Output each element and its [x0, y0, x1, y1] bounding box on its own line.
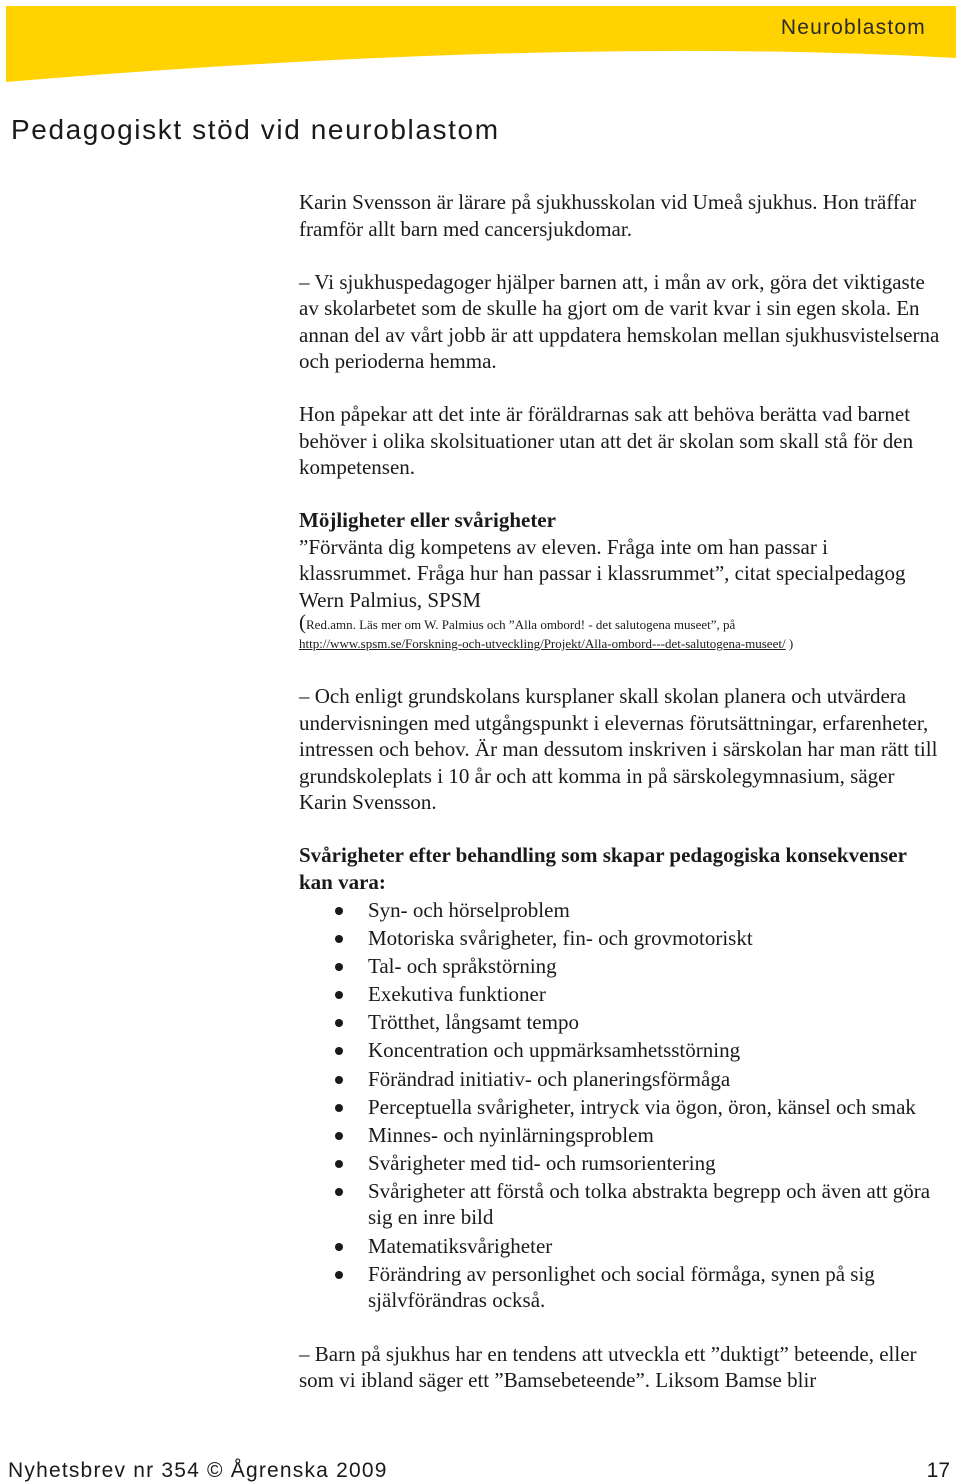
list-item-text: Koncentration och uppmärksamhetsstörning	[368, 1038, 741, 1063]
list-item-text: Tal- och språkstörning	[368, 954, 557, 979]
body-paragraph: – Barn på sjukhus har en tendens att utveckla ett ”duktigt” beteende, eller som vi ibland säger ett ”Bamsebeteende”. Liksom Bamse blir	[299, 1341, 917, 1393]
header-banner	[0, 0, 960, 84]
list-item-text: Svårigheter att förstå och tolka abstrakta begrepp och även att göra sig en inre bild	[368, 1178, 931, 1230]
footer-publication: Nyhetsbrev nr 354 © Ågrenska 2009	[8, 1459, 388, 1482]
banner-shape	[0, 0, 960, 84]
bullet-icon	[335, 1132, 343, 1140]
spsm-link[interactable]: http://www.spsm.se/Forskning-och-utveckling/Projekt/Alla-ombord---det-salutogena-museet/	[299, 636, 786, 651]
bullet-icon	[335, 935, 343, 943]
list-item-text: Förändring av personlighet och social förmåga, synen på sig självförändras också.	[368, 1261, 875, 1313]
quote-paragraph: – Vi sjukhuspedagoger hjälper barnen att, i mån av ork, göra det viktigaste av skolarbetet som de skulle ha gjort om de varit kvar i sin egen skola. En annan del av vårt jobb är att uppdatera hemskolan mellan sjukhusvistelserna och perioderna hemma.	[299, 269, 940, 373]
difficulties-list	[299, 897, 944, 1314]
bullet-icon	[335, 1104, 343, 1112]
list-item	[299, 1150, 944, 1177]
running-head: Neuroblastom	[780, 16, 926, 39]
body-paragraph: – Och enligt grundskolans kursplaner skall skolan planera och utvärdera undervisningen med utgångspunkt i elevernas förutsättningar, erfarenheter, intressen och behov. Är man dessutom inskriven i särskolan har man rätt till grundskoleplats i 10 år och att komma in på särskolegymnasium, säger Karin Svensson.	[299, 684, 938, 814]
bullet-icon	[335, 1188, 343, 1196]
bullet-icon	[335, 1160, 343, 1168]
bullet-icon	[335, 907, 343, 915]
note-text: Red.amn. Läs mer om W. Palmius och ”Alla ombord! - det salutogena museet”, på	[306, 617, 736, 632]
bullet-icon	[335, 1047, 343, 1055]
quote-text: ”Förvänta dig kompetens av eleven. Fråga inte om han passar i klassrummet. Fråga hur han passar i klassrummet”, citat specialpedagog Wern Palmius, SPSM	[299, 534, 906, 612]
list-item	[299, 953, 944, 980]
bullet-icon	[335, 991, 343, 999]
article-body	[299, 189, 944, 1420]
section-heading-possibilities: Möjligheter eller svårigheter	[299, 508, 556, 532]
bullet-icon	[335, 1076, 343, 1084]
list-item-text: Perceptuella svårigheter, intryck via ögon, öron, känsel och smak	[368, 1094, 916, 1119]
list-item-text: Exekutiva funktioner	[368, 982, 546, 1007]
list-item-text: Svårigheter med tid- och rumsorientering	[368, 1150, 716, 1175]
bullet-icon	[335, 1243, 343, 1251]
list-item-text: Trötthet, långsamt tempo	[368, 1010, 579, 1035]
section-heading-difficulties: Svårigheter efter behandling som skapar pedagogiska konsekvenser kan vara:	[299, 843, 907, 894]
list-item	[299, 1094, 944, 1121]
page-number: 17	[926, 1459, 950, 1482]
note-open-paren: (	[299, 610, 306, 634]
bullet-icon	[335, 1271, 343, 1279]
list-item	[299, 981, 944, 1008]
intro-paragraph: Karin Svensson är lärare på sjukhusskolan vid Umeå sjukhus. Hon träffar framför allt barn med cancersjukdomar.	[299, 190, 917, 241]
bullet-icon	[335, 963, 343, 971]
list-item-text: Syn- och hörselproblem	[368, 898, 570, 922]
editor-note	[299, 610, 944, 653]
list-item-text: Förändrad initiativ- och planeringsförmåga	[368, 1066, 731, 1091]
list-item-text: Minnes- och nyinlärningsproblem	[368, 1122, 654, 1147]
list-item	[299, 1122, 944, 1149]
list-item	[299, 1037, 944, 1064]
list-item	[299, 925, 944, 952]
note-close-paren: )	[785, 636, 794, 651]
body-paragraph: Hon påpekar att det inte är föräldrarnas sak att behöva berätta vad barnet behöver i olika skolsituationer utan att det är skolan som skall stå för den kompetensen.	[299, 402, 914, 479]
list-item	[299, 897, 944, 924]
bullet-icon	[335, 1019, 343, 1027]
list-item	[299, 1066, 944, 1093]
list-item-text: Matematiksvårigheter	[368, 1233, 553, 1258]
list-item	[299, 1178, 944, 1231]
list-item	[299, 1009, 944, 1036]
list-item	[299, 1233, 944, 1260]
list-item-text: Motoriska svårigheter, fin- och grovmotoriskt	[368, 926, 753, 951]
page-title: Pedagogiskt stöd vid neuroblastom	[11, 114, 500, 145]
list-item	[299, 1261, 944, 1314]
